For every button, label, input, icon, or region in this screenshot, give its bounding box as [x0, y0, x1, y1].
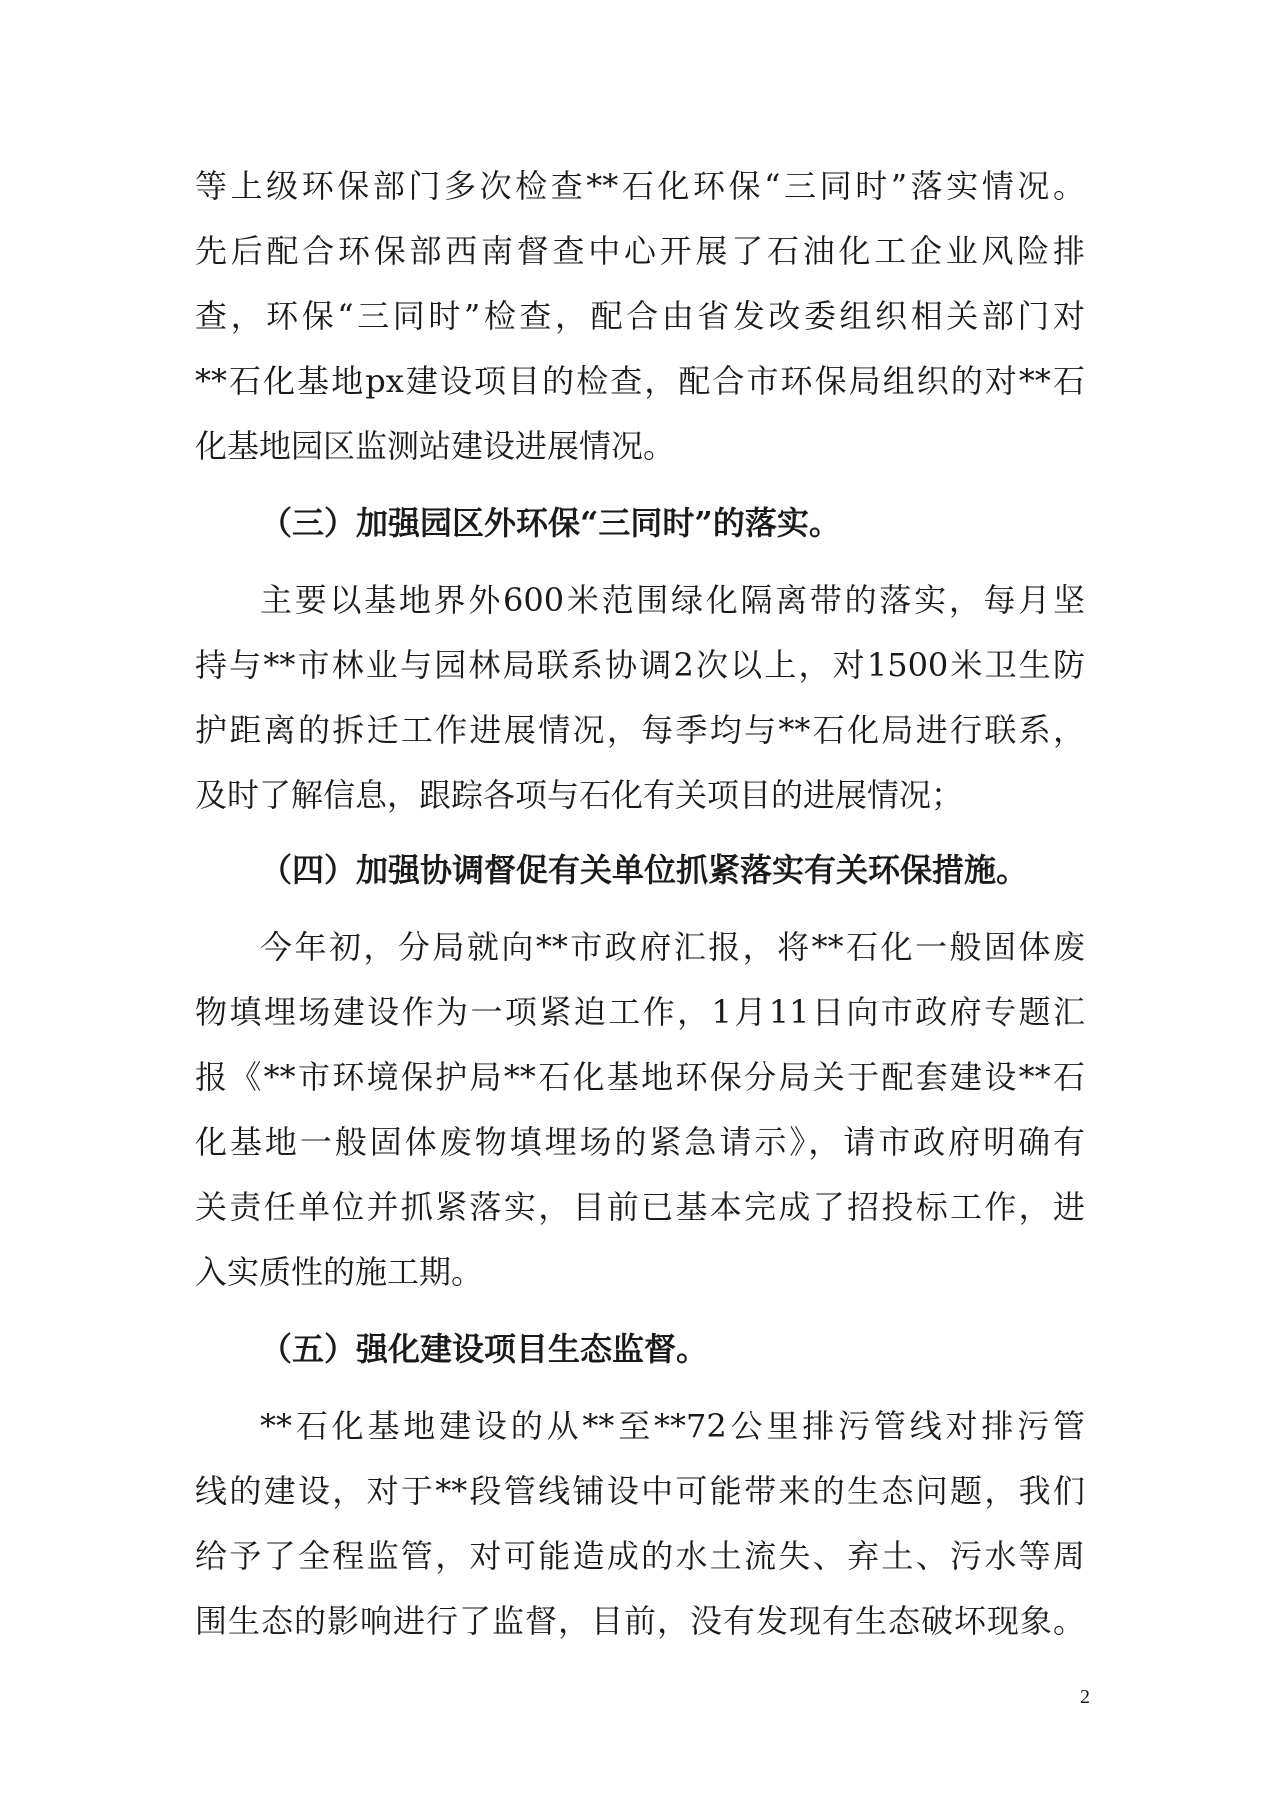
paragraph-line: 查，环保“三同时”检查，配合由省发改委组织相关部门对	[195, 297, 1085, 335]
paragraph-line: 化基地一般固体废物填埋场的紧急请示》，请市政府明确有	[195, 1123, 1085, 1161]
paragraph-line: 报《**市环境保护局**石化基地环保分局关于配套建设**石	[195, 1058, 1085, 1096]
paragraph-line: 护距离的拆迁工作进展情况，每季均与**石化局进行联系，	[195, 711, 1085, 749]
paragraph-line: 物填埋场建设作为一项紧迫工作，1月11日向市政府专题汇	[195, 993, 1085, 1031]
page-number: 2	[1080, 1686, 1090, 1708]
paragraph-line: 入实质性的施工期。	[195, 1253, 484, 1291]
paragraph-line: 等上级环保部门多次检查**石化环保“三同时”落实情况。	[195, 167, 1085, 205]
section-heading-4: （四）加强协调督促有关单位抓紧落实有关环保措施。	[260, 851, 1029, 889]
paragraph-line: 持与**市林业与园林局联系协调2次以上，对1500米卫生防	[195, 646, 1085, 684]
paragraph-line: **石化基地建设的从**至**72公里排污管线对排污管	[260, 1407, 1085, 1445]
paragraph-line: 及时了解信息，跟踪各项与石化有关项目的进展情况；	[195, 776, 964, 814]
paragraph-line: 化基地园区监测站建设进展情况。	[195, 427, 676, 465]
paragraph-line: 先后配合环保部西南督查中心开展了石油化工企业风险排	[195, 232, 1085, 270]
section-heading-5: （五）强化建设项目生态监督。	[260, 1330, 709, 1368]
paragraph-line: 围生态的影响进行了监督，目前，没有发现有生态破坏现象。	[195, 1602, 1085, 1640]
paragraph-line: 关责任单位并抓紧落实，目前已基本完成了招投标工作，进	[195, 1188, 1085, 1226]
paragraph-line: **石化基地px建设项目的检查，配合市环保局组织的对**石	[195, 362, 1085, 400]
paragraph-line: 主要以基地界外600米范围绿化隔离带的落实，每月坚	[260, 581, 1085, 619]
paragraph-line: 今年初，分局就向**市政府汇报，将**石化一般固体废	[260, 928, 1085, 966]
paragraph-line: 线的建设，对于**段管线铺设中可能带来的生态问题，我们	[195, 1472, 1085, 1510]
section-heading-3: （三）加强园区外环保“三同时”的落实。	[260, 504, 841, 542]
paragraph-line: 给予了全程监管，对可能造成的水土流失、弃土、污水等周	[195, 1537, 1085, 1575]
